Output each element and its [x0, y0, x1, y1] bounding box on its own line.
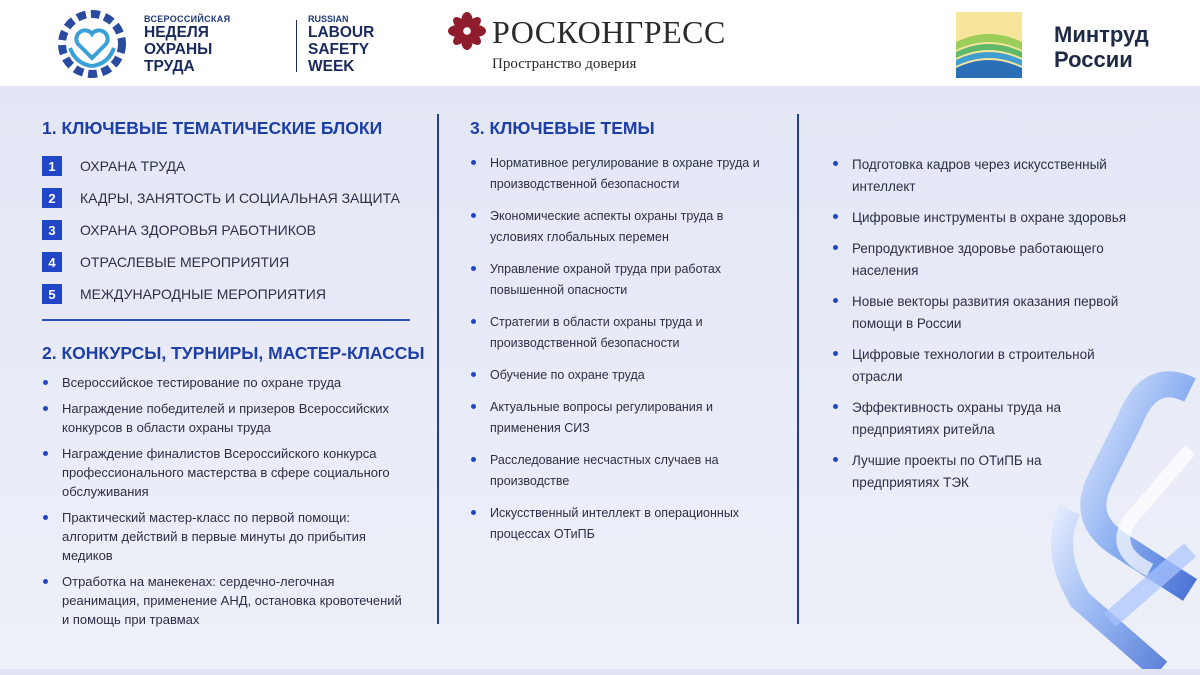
list-item: Всероссийское тестирование по охране труда — [42, 373, 402, 392]
list-item: Репродуктивное здоровье работающего населения — [832, 238, 1132, 282]
key-blocks-list — [42, 150, 400, 310]
lsw-ru-line: ОХРАНЫ — [144, 41, 213, 58]
list-item — [42, 246, 400, 278]
roscongress-name: РОСКОНГРЕСС — [492, 14, 726, 50]
mintrud-name — [1054, 22, 1149, 72]
mintrud-line2: России — [1054, 47, 1133, 72]
list-item: Управление охраной труда при работах повышенной опасности — [470, 259, 770, 301]
labour-safety-week-logo — [56, 8, 375, 80]
mintrud-logo — [956, 12, 1166, 82]
list-item: Награждение финалистов Всероссийского конкурса профессионального мастерства в сфере социального обслуживания — [42, 444, 402, 501]
list-item — [42, 214, 400, 246]
key-topics-list — [470, 153, 770, 545]
number-badge: 5 — [42, 284, 62, 304]
mintrud-line1: Минтруд — [1054, 22, 1149, 47]
sun-waves-emblem-icon — [956, 12, 1022, 78]
list-item: Отработка на манекенах: сердечно-легочная реанимация, применение АНД, остановка кровотечений и помощь при травмах — [42, 572, 402, 629]
roscongress-slogan: Пространство доверия — [492, 56, 637, 72]
column-divider — [437, 114, 439, 624]
list-item: Искусственный интеллект в операционных процессах ОТиПБ — [470, 503, 770, 545]
roscongress-logo — [448, 8, 748, 78]
list-item: Экономические аспекты охраны труда в условиях глобальных перемен — [470, 206, 770, 248]
list-item — [42, 278, 400, 310]
flower-logo-icon — [448, 12, 486, 50]
lsw-ru-line: НЕДЕЛЯ — [144, 24, 209, 41]
glass-heart-icon — [1040, 370, 1200, 670]
lsw-en-line: LABOUR — [308, 24, 375, 41]
list-item — [42, 150, 400, 182]
section-divider — [42, 319, 410, 321]
lsw-en-small: RUSSIAN — [308, 14, 349, 24]
list-item-label: ОХРАНА ТРУДА — [80, 158, 186, 174]
column-divider — [797, 114, 799, 624]
list-item: Цифровые инструменты в охране здоровья — [832, 207, 1132, 229]
section-title-contests: 2. КОНКУРСЫ, ТУРНИРЫ, МАСТЕР-КЛАССЫ — [42, 343, 425, 363]
number-badge: 2 — [42, 188, 62, 208]
list-item: Нормативное регулирование в охране труда и производственной безопасности — [470, 153, 770, 195]
list-item-label: КАДРЫ, ЗАНЯТОСТЬ И СОЦИАЛЬНАЯ ЗАЩИТА — [80, 190, 400, 206]
lsw-english-text — [308, 14, 428, 75]
lsw-en-line: WEEK — [308, 58, 355, 75]
list-item: Цифровые технологии в строительной отрасли — [832, 344, 1132, 388]
list-item: Практический мастер-класс по первой помощи: алгоритм действий в первые минуты до прибытия медиков — [42, 508, 402, 565]
section-title-key-topics: 3. КЛЮЧЕВЫЕ ТЕМЫ — [470, 118, 655, 138]
number-badge: 3 — [42, 220, 62, 240]
list-item: Стратегии в области охраны труда и производственной безопасности — [470, 312, 770, 354]
list-item: Расследование несчастных случаев на производстве — [470, 450, 770, 492]
lsw-russian-text — [144, 14, 284, 75]
lsw-en-line: SAFETY — [308, 41, 370, 58]
list-item — [42, 182, 400, 214]
list-item-label: ОТРАСЛЕВЫЕ МЕРОПРИЯТИЯ — [80, 254, 290, 270]
list-item: Эффективность охраны труда на предприятиях ритейла — [832, 397, 1132, 441]
list-item: Награждение победителей и призеров Всероссийских конкурсов в области охраны труда — [42, 399, 402, 437]
gear-heart-logo-icon — [56, 8, 128, 80]
lsw-divider — [296, 20, 297, 72]
lsw-ru-line: ТРУДА — [144, 58, 195, 75]
list-item: Новые векторы развития оказания первой помощи в России — [832, 291, 1132, 335]
lsw-ru-small: ВСЕРОССИЙСКАЯ — [144, 14, 231, 24]
list-item: Лучшие проекты по ОТиПБ на предприятиях ТЭК — [832, 450, 1132, 494]
list-item: Подготовка кадров через искусственный интеллект — [832, 154, 1132, 198]
contests-list — [42, 373, 402, 629]
list-item-label: МЕЖДУНАРОДНЫЕ МЕРОПРИЯТИЯ — [80, 286, 326, 302]
list-item: Обучение по охране труда — [470, 365, 770, 386]
list-item: Актуальные вопросы регулирования и применения СИЗ — [470, 397, 770, 439]
header — [0, 0, 1200, 86]
number-badge: 4 — [42, 252, 62, 272]
list-item-label: ОХРАНА ЗДОРОВЬЯ РАБОТНИКОВ — [80, 222, 316, 238]
bottom-strip — [0, 669, 1200, 675]
section-title-key-blocks: 1. КЛЮЧЕВЫЕ ТЕМАТИЧЕСКИЕ БЛОКИ — [42, 118, 383, 138]
number-badge: 1 — [42, 156, 62, 176]
